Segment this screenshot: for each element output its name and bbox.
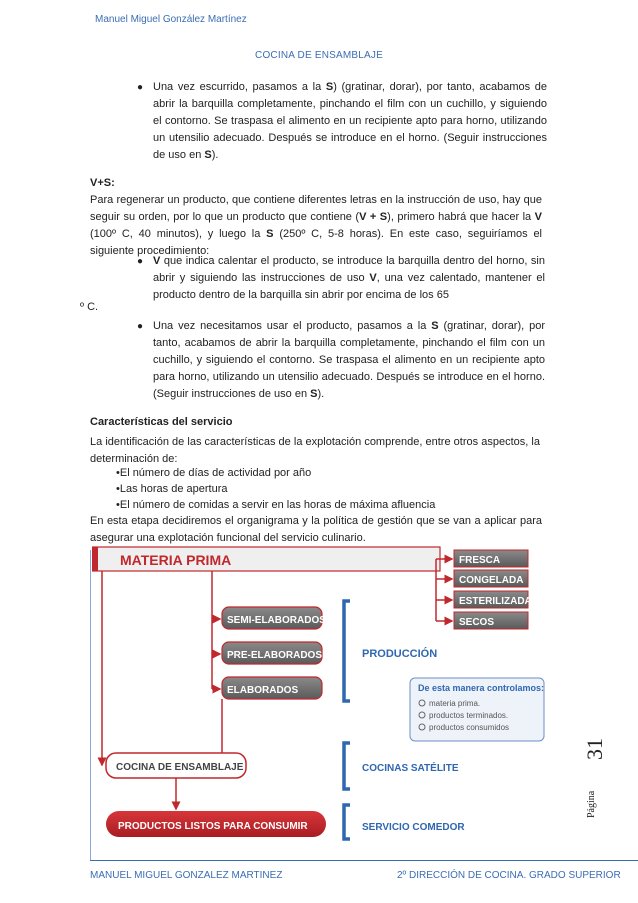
- comedor-bracket: [344, 805, 350, 839]
- raw-label: SECOS: [459, 617, 495, 628]
- kitchen-flow-diagram: [92, 543, 548, 843]
- raw-box-esterilizada: [454, 591, 532, 608]
- bullet-v-paragraph: [153, 253, 545, 304]
- left-margin-rule: [90, 550, 91, 860]
- cocina-box: [106, 753, 246, 778]
- text-run-bold: S: [325, 81, 334, 93]
- text-run: Una vez escurrido, pasamos a la: [153, 81, 326, 93]
- footer-rule: [90, 860, 638, 861]
- text-run: ) (gratinar, dorar), por tanto, acabamos de abrir la barquilla completamente, pinchando el film con un cuchillo, y siguiendo el contorno. Se traspasa el alimento en un recipiente apto para horno, utilizando un utensilio adecuado. Después se introduce en el horno. (Seguir instrucciones de uso en: [153, 81, 547, 161]
- text-run: Una vez necesitamos usar el producto, pasamos a la: [153, 320, 432, 332]
- document-title: COCINA DE ENSAMBLAJE: [255, 50, 383, 61]
- closing-paragraph: En esta etapa decidiremos el organigrama y la política de gestión que se van a aplicar para asegurar una explotación funcional del servicio culinario.: [90, 515, 542, 544]
- header-author: Manuel Miguel González Martínez: [95, 14, 247, 25]
- raw-box-secos: [454, 612, 528, 629]
- text-run: ).: [211, 149, 219, 161]
- control-item: materia prima.: [429, 699, 481, 708]
- text-run: (gratinar, dorar), por tanto, acabamos de abrir la barquilla completamente, pinchando el film con un cuchillo, y siguiendo el contorno. Se traspasa el alimento en un recipiente apto para horno, utilizando un utensilio adecuado. Después se introduce en el horno. (Seguir instrucciones de uso en: [153, 320, 545, 400]
- list-item: •El número de días de actividad por año: [116, 467, 312, 479]
- footer-author: MANUEL MIGUEL GONZALEZ MARTINEZ: [90, 870, 283, 881]
- stage-box-semi: [222, 607, 326, 629]
- list-item: •Las horas de apertura: [116, 483, 228, 495]
- control-item: productos terminados.: [429, 711, 509, 720]
- comedor-label: SERVICIO COMEDOR: [362, 822, 465, 833]
- text-run-bold: V: [369, 272, 377, 284]
- section-intro: La identificación de las características de la explotación comprende, entre otros aspectos, la determinación de:: [90, 436, 540, 465]
- raw-label: ESTERILIZADA: [459, 596, 532, 607]
- stage-label: ELABORADOS: [227, 685, 299, 696]
- bullet-dot: ●: [137, 256, 144, 267]
- text-run: ), primero habrá que hacer la: [387, 211, 535, 223]
- text-run-bold: S: [266, 228, 274, 240]
- stage-label: SEMI-ELABORADOS: [227, 615, 326, 626]
- raw-label: CONGELADA: [459, 575, 524, 586]
- stage-box-pre: [222, 642, 322, 664]
- productos-label: PRODUCTOS LISTOS PARA CONSUMIR: [118, 821, 308, 832]
- materia-prima-accent: [92, 547, 98, 571]
- text-run: Para regenerar un producto, que contiene diferentes letras en la instrucción de uso, hay que seguir su orden, por lo que un producto que contiene (: [90, 194, 542, 223]
- satelite-label: COCINAS SATÉLITE: [362, 763, 459, 774]
- text-run: ).: [317, 388, 325, 400]
- stage-box-elaborados: [222, 677, 322, 699]
- stage-label: PRE-ELABORADOS: [227, 650, 323, 661]
- text-run-bold: V: [153, 255, 161, 267]
- text-run: que indica calentar el producto, se introduce la barquilla dentro del horno, sin abrir y siguiendo las instrucciones de uso: [153, 255, 545, 284]
- list-item: •El número de comidas a servir en las horas de máxima afluencia: [116, 499, 436, 511]
- bullet-gratinar-paragraph: [153, 79, 547, 164]
- productos-box: [106, 811, 326, 837]
- text-run-bold: S: [431, 320, 439, 332]
- materia-prima-label: MATERIA PRIMA: [120, 552, 232, 568]
- produccion-label: PRODUCCIÓN: [362, 648, 438, 660]
- text-run-bold: V: [534, 211, 542, 223]
- raw-label: FRESCA: [459, 555, 501, 566]
- raw-box-congelada: [454, 570, 528, 587]
- vs-paragraph: [90, 192, 542, 260]
- bullet-s-paragraph: [153, 318, 545, 403]
- degree-line: º C.: [80, 301, 99, 313]
- page-label: Página: [586, 790, 597, 818]
- page-number: 31: [582, 738, 607, 760]
- bullet-dot: ●: [137, 82, 144, 93]
- bullet-dot: ●: [137, 321, 144, 332]
- text-run: (100º C, 40 minutos), y luego la: [90, 228, 267, 240]
- text-run: (250º C, 5-8 horas). En este caso, seguiríamos el siguiente procedimiento:: [90, 228, 543, 257]
- production-bracket: [344, 601, 350, 701]
- text-run-bold: S: [310, 388, 318, 400]
- control-box: [410, 678, 544, 741]
- vs-heading: V+S:: [90, 177, 115, 189]
- text-run-bold: V + S: [359, 211, 388, 223]
- section-heading: Características del servicio: [90, 416, 233, 428]
- text-run: , una vez calentado, mantener el producto dentro de la barquilla sin abrir por encima de los 65: [153, 272, 545, 301]
- cocina-label: COCINA DE ENSAMBLAJE: [116, 762, 244, 773]
- footer-course: 2º DIRECCIÓN DE COCINA. GRADO SUPERIOR: [397, 870, 621, 881]
- satelite-bracket: [344, 743, 350, 789]
- control-item: productos consumidos: [429, 723, 510, 732]
- text-run-bold: S: [204, 149, 212, 161]
- control-title: De esta manera controlamos:: [418, 683, 545, 693]
- raw-box-fresca: [454, 550, 528, 567]
